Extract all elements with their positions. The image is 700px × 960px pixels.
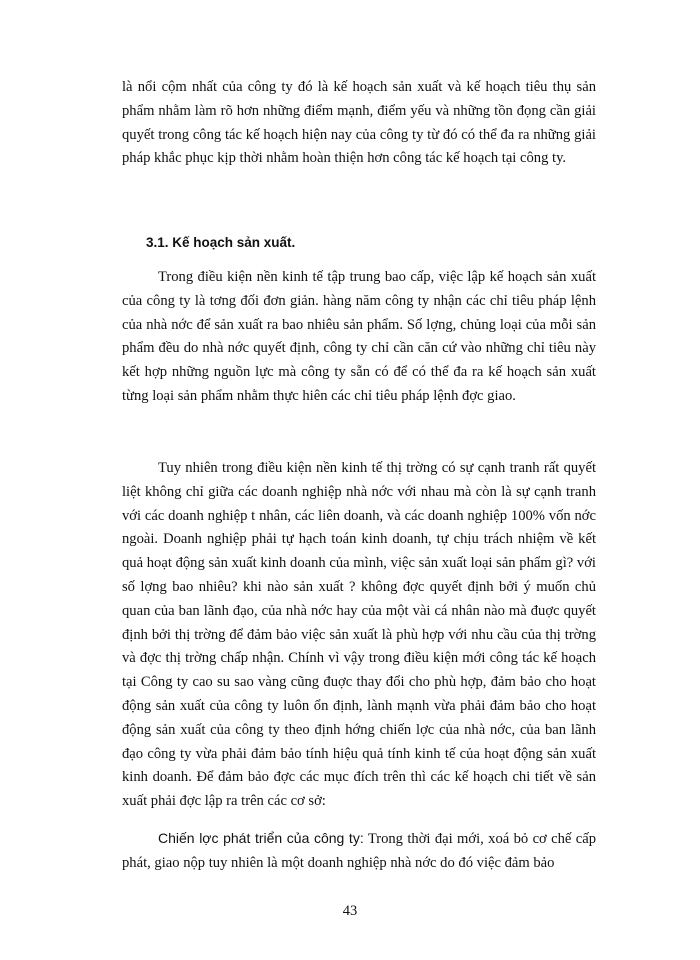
page-number: 43 xyxy=(342,903,358,919)
paragraph-3-lead: Chiến lợc phát triển của công ty: xyxy=(158,830,364,846)
paragraph-3-rest: Trong thời đại mới, xoá bỏ cơ chế cấp phát, giao nộp tuy nhiên là một doanh nghiệp nhà nớc do đó việc đảm bảo xyxy=(122,831,596,871)
paragraph-1: Trong điều kiện nền kinh tế tập trung bao cấp, việc lập kế hoạch sản xuất của công ty là tơng đối đơn giản. hàng năm công ty nhận các chỉ tiêu pháp lệnh của nhà nớc để sản xuất ra bao nhiêu sản phẩm. Số lợng, chủng loại của mỗi sản phẩm đều do nhà nớc quyết định, công ty chỉ cần căn cứ vào những chỉ tiêu này kết hợp những nguồn lực mà công ty sẵn có để có thể đa ra kế hoạch sản xuất từng loại sản phẩm nhằm thực hiên các chỉ tiêu pháp lệnh đợc giao. xyxy=(122,269,596,404)
paragraph-2: Tuy nhiên trong điều kiện nền kinh tế thị trờng có sự cạnh tranh rất quyết liệt không chỉ giữa các doanh nghiệp nhà nớc với nhau mà còn là sự cạnh tranh với các doanh nghiệp t nhân, các liên doanh, và các doanh nghiệp 100% vốn nớc ngoài. Doanh nghiệp phải tự hạch toán kinh doanh, tự chịu trách nhiệm về kết quả hoạt động sản xuất kinh doanh của mình, việc sản xuất loại sản phẩm gì? với số lợng bao nhiêu? khi nào sản xuất ? không đợc quyết định bởi ý muốn chủ quan của ban lãnh đạo, của nhà nớc hay của một vài cá nhân nào mà đuợc quyết định bởi thị trờng để đảm bảo việc sản xuất là phù hợp với nhu cầu của thị trờng và đợc thị trờng chấp nhận. Chính vì vậy trong điều kiện mới công tác kế hoạch tại Công ty cao su sao vàng cũng đuợc thay đổi cho phù hợp, đảm bảo cho hoạt động sản xuất của công ty luôn ổn định, lành mạnh vừa phải đảm bảo cho hoạt động sản xuất của công ty theo định hớng chiến lợc của nhà nớc, của ban lãnh đạo công ty vừa phải đảm bảo tính hiệu quả tính kinh tế của hoạt động sản xuất kinh doanh. Để đảm bảo đợc các mục đích trên thì các kế hoạch chi tiết về sản xuất phải đợc lập ra trên các cơ sở: xyxy=(122,460,596,810)
intro-paragraph: là nổi cộm nhất của công ty đó là kế hoạch sản xuất và kế hoạch tiêu thụ sản phẩm nhằm làm rõ hơn những điểm mạnh, điểm yếu và những tồn đọng cần giải quyết trong công tác kế hoạch hiện nay của công ty từ đó có thể đa ra những giải pháp khắc phục kịp thời nhằm hoàn thiện hơn công tác kế hoạch tại công ty. xyxy=(122,79,596,167)
paragraph-3 xyxy=(122,827,596,876)
section-heading: 3.1. Kế hoạch sản xuất. xyxy=(146,235,296,250)
